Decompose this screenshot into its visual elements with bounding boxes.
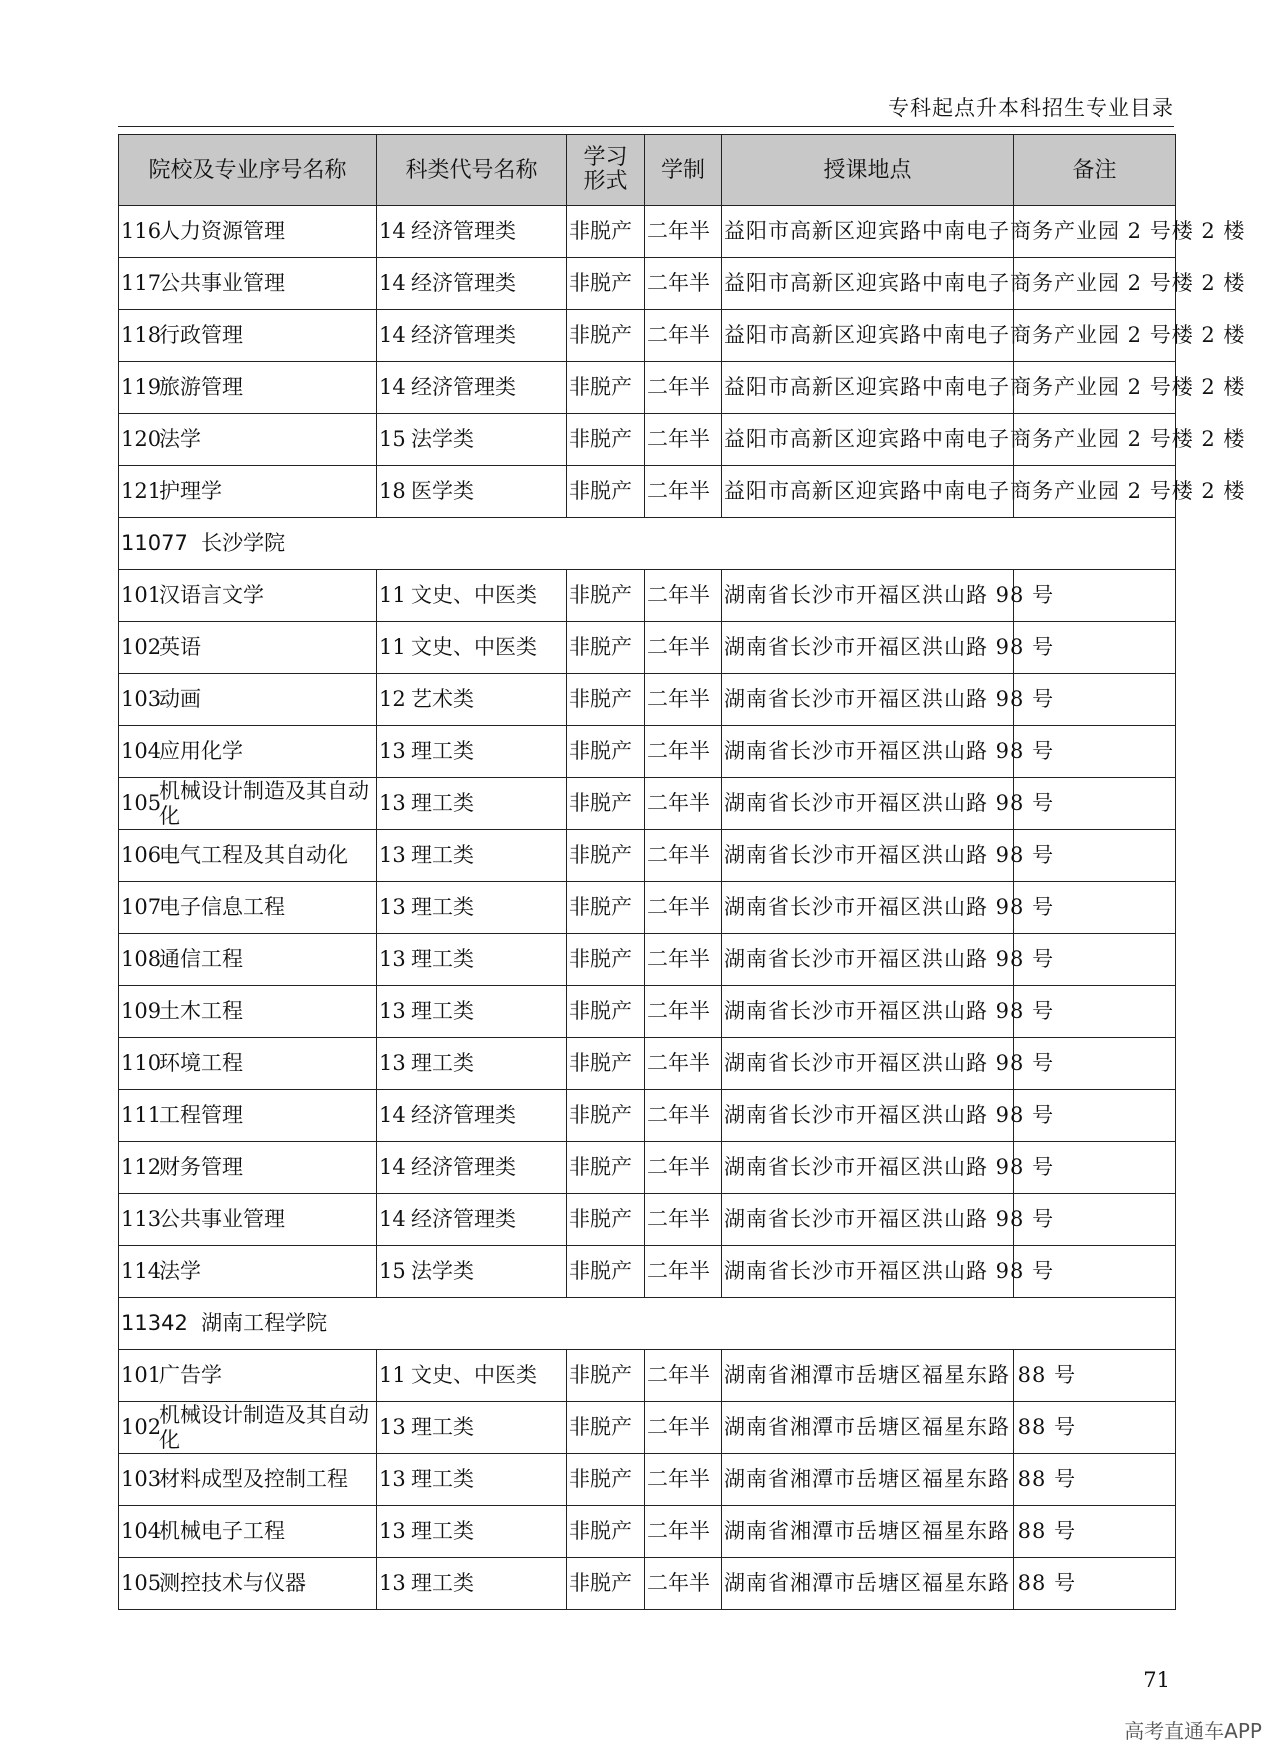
category-cell — [377, 362, 567, 414]
location-cell: 湖南省长沙市开福区洪山路 98 号 — [722, 778, 1014, 830]
major-name: 环境工程 — [159, 1051, 243, 1075]
category-name: 经济管理类 — [411, 271, 516, 295]
major-number: 109 — [121, 999, 162, 1023]
institution-code: 11342 — [121, 1311, 188, 1335]
category-name: 理工类 — [411, 1467, 474, 1491]
location-cell: 益阳市高新区迎宾路中南电子商务产业园 2 号楼 2 楼 — [722, 466, 1014, 518]
table-row — [119, 1350, 1176, 1402]
major-name-cell — [119, 310, 377, 362]
table-row — [119, 830, 1176, 882]
major-number: 120 — [121, 427, 162, 451]
major-name-cell — [119, 206, 377, 258]
study-mode-cell: 非脱产 — [567, 934, 645, 986]
location-cell: 湖南省长沙市开福区洪山路 98 号 — [722, 882, 1014, 934]
table-row — [119, 726, 1176, 778]
location-cell: 益阳市高新区迎宾路中南电子商务产业园 2 号楼 2 楼 — [722, 362, 1014, 414]
location-cell: 湖南省湘潭市岳塘区福星东路 88 号 — [722, 1350, 1014, 1402]
category-code: 15 — [379, 427, 406, 451]
category-cell — [377, 1038, 567, 1090]
institution-name: 长沙学院 — [201, 531, 286, 555]
institution-row — [119, 1298, 1176, 1350]
major-number: 117 — [121, 271, 162, 295]
major-number: 101 — [121, 583, 162, 607]
study-mode-cell: 非脱产 — [567, 570, 645, 622]
major-name-cell — [119, 830, 377, 882]
category-name: 法学类 — [411, 427, 474, 451]
category-code: 13 — [379, 1467, 406, 1491]
duration-cell: 二年半 — [645, 1402, 722, 1454]
category-name: 理工类 — [411, 1051, 474, 1075]
major-name-cell — [119, 1454, 377, 1506]
category-name: 经济管理类 — [411, 1207, 516, 1231]
study-mode-cell: 非脱产 — [567, 362, 645, 414]
major-name: 材料成型及控制工程 — [159, 1467, 348, 1491]
major-name: 电子信息工程 — [159, 895, 285, 919]
category-name: 经济管理类 — [411, 219, 516, 243]
category-code: 11 — [379, 1363, 406, 1387]
major-number: 111 — [121, 1103, 162, 1127]
major-name-cell — [119, 362, 377, 414]
document-header-title: 专科起点升本科招生专业目录 — [888, 96, 1174, 120]
study-mode-cell: 非脱产 — [567, 414, 645, 466]
major-name-cell — [119, 1506, 377, 1558]
major-number: 113 — [121, 1207, 162, 1231]
category-cell — [377, 466, 567, 518]
table-row — [119, 310, 1176, 362]
category-name: 医学类 — [411, 479, 474, 503]
category-cell — [377, 1194, 567, 1246]
major-name: 护理学 — [159, 479, 222, 503]
major-name: 应用化学 — [159, 739, 243, 763]
location-cell: 湖南省湘潭市岳塘区福星东路 88 号 — [722, 1454, 1014, 1506]
major-name-cell — [119, 414, 377, 466]
duration-cell: 二年半 — [645, 778, 722, 830]
duration-cell: 二年半 — [645, 1246, 722, 1298]
category-cell — [377, 1558, 567, 1610]
study-mode-cell: 非脱产 — [567, 258, 645, 310]
category-cell — [377, 1246, 567, 1298]
major-name: 电气工程及其自动化 — [159, 843, 348, 867]
major-name: 财务管理 — [159, 1155, 243, 1179]
study-mode-cell: 非脱产 — [567, 206, 645, 258]
major-name: 机械设计制造及其自动化 — [159, 778, 369, 828]
major-name: 机械电子工程 — [159, 1519, 285, 1543]
location-cell: 湖南省长沙市开福区洪山路 98 号 — [722, 674, 1014, 726]
category-name: 艺术类 — [411, 687, 474, 711]
major-number: 104 — [121, 1519, 162, 1543]
duration-cell: 二年半 — [645, 466, 722, 518]
study-mode-cell: 非脱产 — [567, 1142, 645, 1194]
duration-cell: 二年半 — [645, 622, 722, 674]
category-code: 14 — [379, 1103, 406, 1127]
category-cell — [377, 570, 567, 622]
table-row — [119, 570, 1176, 622]
category-name: 文史、中医类 — [411, 1363, 537, 1387]
major-name: 英语 — [159, 635, 201, 659]
duration-cell: 二年半 — [645, 362, 722, 414]
category-code: 14 — [379, 323, 406, 347]
table-row — [119, 1142, 1176, 1194]
watermark: 高考直通车APP — [1124, 1719, 1262, 1743]
major-number: 121 — [121, 479, 162, 503]
category-name: 法学类 — [411, 1259, 474, 1283]
institution-cell — [119, 1298, 1176, 1350]
major-name-cell — [119, 726, 377, 778]
major-number: 118 — [121, 323, 162, 347]
major-name: 旅游管理 — [159, 375, 243, 399]
category-name: 理工类 — [411, 843, 474, 867]
study-mode-cell: 非脱产 — [567, 1558, 645, 1610]
category-cell — [377, 1402, 567, 1454]
major-name-cell — [119, 466, 377, 518]
major-number: 102 — [121, 1415, 162, 1439]
category-code: 11 — [379, 583, 406, 607]
institution-name: 湖南工程学院 — [201, 1311, 328, 1335]
category-code: 12 — [379, 687, 406, 711]
major-name: 法学 — [159, 1259, 201, 1283]
category-code: 13 — [379, 1051, 406, 1075]
category-code: 14 — [379, 1155, 406, 1179]
major-number: 105 — [121, 791, 162, 815]
major-name: 汉语言文学 — [159, 583, 264, 607]
major-number: 112 — [121, 1155, 162, 1179]
location-cell: 湖南省长沙市开福区洪山路 98 号 — [722, 570, 1014, 622]
location-cell: 湖南省湘潭市岳塘区福星东路 88 号 — [722, 1506, 1014, 1558]
study-mode-cell: 非脱产 — [567, 1194, 645, 1246]
duration-cell: 二年半 — [645, 310, 722, 362]
study-mode-cell: 非脱产 — [567, 310, 645, 362]
category-cell — [377, 882, 567, 934]
major-name: 公共事业管理 — [159, 271, 285, 295]
study-mode-cell: 非脱产 — [567, 1454, 645, 1506]
category-code: 14 — [379, 375, 406, 399]
category-cell — [377, 830, 567, 882]
location-cell: 湖南省湘潭市岳塘区福星东路 88 号 — [722, 1558, 1014, 1610]
study-mode-cell: 非脱产 — [567, 882, 645, 934]
duration-cell: 二年半 — [645, 882, 722, 934]
duration-cell: 二年半 — [645, 1558, 722, 1610]
location-cell: 湖南省长沙市开福区洪山路 98 号 — [722, 622, 1014, 674]
major-name-cell — [119, 882, 377, 934]
category-code: 13 — [379, 1415, 406, 1439]
category-name: 理工类 — [411, 1519, 474, 1543]
major-name-cell — [119, 1350, 377, 1402]
major-name-cell — [119, 1142, 377, 1194]
institution-row — [119, 518, 1176, 570]
major-name: 测控技术与仪器 — [159, 1571, 306, 1595]
category-cell — [377, 1090, 567, 1142]
major-name-cell — [119, 622, 377, 674]
col-header-study-mode — [567, 135, 645, 206]
table-row — [119, 258, 1176, 310]
major-name-cell — [119, 258, 377, 310]
duration-cell: 二年半 — [645, 726, 722, 778]
major-name-cell — [119, 1558, 377, 1610]
duration-cell: 二年半 — [645, 414, 722, 466]
duration-cell: 二年半 — [645, 1038, 722, 1090]
category-name: 理工类 — [411, 1571, 474, 1595]
duration-cell: 二年半 — [645, 986, 722, 1038]
major-number: 106 — [121, 843, 162, 867]
study-mode-cell: 非脱产 — [567, 830, 645, 882]
duration-cell: 二年半 — [645, 206, 722, 258]
category-cell — [377, 986, 567, 1038]
category-cell — [377, 310, 567, 362]
category-code: 14 — [379, 219, 406, 243]
location-cell: 益阳市高新区迎宾路中南电子商务产业园 2 号楼 2 楼 — [722, 310, 1014, 362]
major-name: 人力资源管理 — [159, 219, 285, 243]
table-row — [119, 1038, 1176, 1090]
category-name: 文史、中医类 — [411, 635, 537, 659]
location-cell: 湖南省长沙市开福区洪山路 98 号 — [722, 1090, 1014, 1142]
major-number: 116 — [121, 219, 162, 243]
category-code: 14 — [379, 1207, 406, 1231]
category-name: 理工类 — [411, 739, 474, 763]
category-code: 13 — [379, 791, 406, 815]
category-name: 文史、中医类 — [411, 583, 537, 607]
major-name-cell — [119, 934, 377, 986]
location-cell: 益阳市高新区迎宾路中南电子商务产业园 2 号楼 2 楼 — [722, 258, 1014, 310]
table-row — [119, 778, 1176, 830]
col-header-name: 院校及专业序号名称 — [119, 135, 377, 206]
duration-cell: 二年半 — [645, 1090, 722, 1142]
category-code: 11 — [379, 635, 406, 659]
study-mode-cell: 非脱产 — [567, 778, 645, 830]
study-mode-cell: 非脱产 — [567, 1038, 645, 1090]
category-cell — [377, 414, 567, 466]
category-name: 经济管理类 — [411, 1155, 516, 1179]
major-name: 土木工程 — [159, 999, 243, 1023]
study-mode-cell: 非脱产 — [567, 1402, 645, 1454]
duration-cell: 二年半 — [645, 1350, 722, 1402]
major-number: 105 — [121, 1571, 162, 1595]
duration-cell: 二年半 — [645, 570, 722, 622]
study-mode-cell: 非脱产 — [567, 1090, 645, 1142]
study-mode-cell: 非脱产 — [567, 1506, 645, 1558]
major-name: 工程管理 — [159, 1103, 243, 1127]
category-name: 理工类 — [411, 947, 474, 971]
location-cell: 湖南省长沙市开福区洪山路 98 号 — [722, 726, 1014, 778]
major-name-cell — [119, 1038, 377, 1090]
category-cell — [377, 934, 567, 986]
major-number: 101 — [121, 1363, 162, 1387]
category-cell — [377, 622, 567, 674]
category-name: 理工类 — [411, 895, 474, 919]
study-mode-cell: 非脱产 — [567, 466, 645, 518]
major-name: 法学 — [159, 427, 201, 451]
table-row — [119, 1090, 1176, 1142]
table-row — [119, 206, 1176, 258]
major-number: 114 — [121, 1259, 162, 1283]
location-cell: 湖南省长沙市开福区洪山路 98 号 — [722, 1194, 1014, 1246]
col-header-remarks: 备注 — [1014, 135, 1176, 206]
category-name: 理工类 — [411, 1415, 474, 1439]
location-cell: 湖南省长沙市开福区洪山路 98 号 — [722, 1246, 1014, 1298]
duration-cell: 二年半 — [645, 258, 722, 310]
major-name-cell — [119, 674, 377, 726]
table-row — [119, 934, 1176, 986]
major-name-cell — [119, 1246, 377, 1298]
category-cell — [377, 1142, 567, 1194]
location-cell: 湖南省湘潭市岳塘区福星东路 88 号 — [722, 1402, 1014, 1454]
table-row — [119, 1194, 1176, 1246]
major-number: 107 — [121, 895, 162, 919]
location-cell: 湖南省长沙市开福区洪山路 98 号 — [722, 1038, 1014, 1090]
major-number: 102 — [121, 635, 162, 659]
table-header-row — [119, 135, 1176, 206]
major-catalog-table — [118, 134, 1246, 1610]
category-cell — [377, 1506, 567, 1558]
category-name: 理工类 — [411, 999, 474, 1023]
location-cell: 湖南省长沙市开福区洪山路 98 号 — [722, 934, 1014, 986]
major-number: 104 — [121, 739, 162, 763]
major-name-cell — [119, 986, 377, 1038]
category-code: 13 — [379, 843, 406, 867]
location-cell: 益阳市高新区迎宾路中南电子商务产业园 2 号楼 2 楼 — [722, 414, 1014, 466]
major-name: 机械设计制造及其自动化 — [159, 1402, 369, 1452]
major-name-cell — [119, 570, 377, 622]
table-row — [119, 882, 1176, 934]
location-cell: 益阳市高新区迎宾路中南电子商务产业园 2 号楼 2 楼 — [722, 206, 1014, 258]
category-cell — [377, 258, 567, 310]
major-name-cell — [119, 1402, 377, 1454]
category-cell — [377, 674, 567, 726]
category-name: 经济管理类 — [411, 375, 516, 399]
category-cell — [377, 1350, 567, 1402]
table-row — [119, 1402, 1176, 1454]
duration-cell: 二年半 — [645, 830, 722, 882]
location-cell: 湖南省长沙市开福区洪山路 98 号 — [722, 1142, 1014, 1194]
category-code: 13 — [379, 1519, 406, 1543]
table-body — [119, 206, 1246, 1610]
location-cell: 湖南省长沙市开福区洪山路 98 号 — [722, 986, 1014, 1038]
category-name: 理工类 — [411, 791, 474, 815]
table-row — [119, 362, 1176, 414]
duration-cell: 二年半 — [645, 674, 722, 726]
study-mode-cell: 非脱产 — [567, 1350, 645, 1402]
major-number: 119 — [121, 375, 162, 399]
col-header-study-mode-line1: 学习 — [583, 145, 628, 170]
table-row — [119, 466, 1176, 518]
major-name: 广告学 — [159, 1363, 222, 1387]
institution-code: 11077 — [121, 531, 188, 555]
category-code: 13 — [379, 895, 406, 919]
study-mode-cell: 非脱产 — [567, 674, 645, 726]
category-cell — [377, 778, 567, 830]
table-row — [119, 674, 1176, 726]
major-number: 108 — [121, 947, 162, 971]
study-mode-cell: 非脱产 — [567, 726, 645, 778]
category-name: 经济管理类 — [411, 323, 516, 347]
category-cell — [377, 1454, 567, 1506]
col-header-duration: 学制 — [645, 135, 722, 206]
duration-cell: 二年半 — [645, 1506, 722, 1558]
table-row — [119, 1558, 1176, 1610]
major-name-cell — [119, 778, 377, 830]
category-code: 13 — [379, 947, 406, 971]
category-code: 14 — [379, 271, 406, 295]
table-row — [119, 1454, 1176, 1506]
major-name: 公共事业管理 — [159, 1207, 285, 1231]
study-mode-cell: 非脱产 — [567, 622, 645, 674]
duration-cell: 二年半 — [645, 1194, 722, 1246]
major-name-cell — [119, 1090, 377, 1142]
table-row — [119, 414, 1176, 466]
duration-cell: 二年半 — [645, 1142, 722, 1194]
study-mode-cell: 非脱产 — [567, 986, 645, 1038]
category-code: 18 — [379, 479, 406, 503]
table-row — [119, 986, 1176, 1038]
category-code: 13 — [379, 1571, 406, 1595]
location-cell: 湖南省长沙市开福区洪山路 98 号 — [722, 830, 1014, 882]
major-name-cell — [119, 1194, 377, 1246]
major-name: 行政管理 — [159, 323, 243, 347]
page-number: 71 — [1143, 1668, 1170, 1692]
category-name: 经济管理类 — [411, 1103, 516, 1127]
major-number: 110 — [121, 1051, 162, 1075]
major-number: 103 — [121, 1467, 162, 1491]
major-name: 动画 — [159, 687, 201, 711]
category-code: 13 — [379, 999, 406, 1023]
category-code: 13 — [379, 739, 406, 763]
table-row — [119, 1246, 1176, 1298]
institution-cell — [119, 518, 1176, 570]
study-mode-cell: 非脱产 — [567, 1246, 645, 1298]
category-cell — [377, 206, 567, 258]
category-cell — [377, 726, 567, 778]
table-row — [119, 1506, 1176, 1558]
category-code: 15 — [379, 1259, 406, 1283]
duration-cell: 二年半 — [645, 1454, 722, 1506]
col-header-study-mode-line2: 形式 — [583, 169, 628, 194]
col-header-location: 授课地点 — [722, 135, 1014, 206]
table-row — [119, 622, 1176, 674]
major-number: 103 — [121, 687, 162, 711]
duration-cell: 二年半 — [645, 934, 722, 986]
major-name: 通信工程 — [159, 947, 243, 971]
col-header-category: 科类代号名称 — [377, 135, 567, 206]
header-divider — [118, 126, 1174, 127]
